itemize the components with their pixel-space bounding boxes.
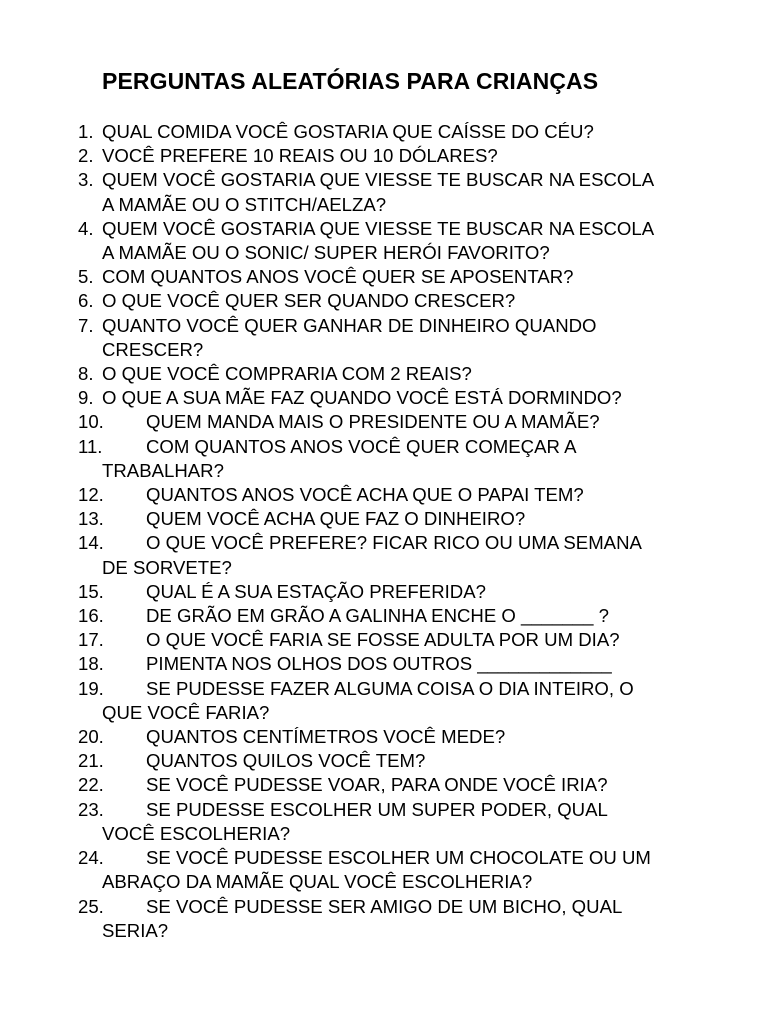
question-text-continued: QUE VOCÊ FARIA? [102, 701, 270, 723]
question-text: SE PUDESSE ESCOLHER UM SUPER PODER, QUAL [146, 798, 608, 820]
question-item [78, 725, 738, 749]
question-text: O QUE VOCÊ COMPRARIA COM 2 REAIS? [102, 363, 472, 385]
question-item [78, 483, 738, 507]
question-item [78, 773, 738, 797]
question-text-continued: A MAMÃE OU O STITCH/AELZA? [102, 193, 387, 215]
question-item [78, 846, 738, 894]
question-number: 21. [78, 750, 104, 772]
question-number: 11. [78, 435, 103, 457]
question-item [78, 144, 738, 168]
question-item [78, 217, 738, 265]
question-number: 10. [78, 411, 104, 433]
question-item [78, 749, 738, 773]
question-number: 2. [78, 145, 94, 167]
question-text: QUEM MANDA MAIS O PRESIDENTE OU A MAMÃE? [146, 411, 600, 433]
question-number: 24. [78, 847, 104, 869]
question-number: 23. [78, 798, 104, 820]
question-text: QUEM VOCÊ GOSTARIA QUE VIESSE TE BUSCAR NA ESCOLA [102, 217, 655, 239]
question-item [78, 120, 738, 144]
question-number: 1. [78, 121, 94, 142]
question-text-continued: DE SORVETE? [102, 556, 232, 578]
question-text: SE PUDESSE FAZER ALGUMA COISA O DIA INTEIRO, O [146, 677, 634, 699]
question-text-continued: VOCÊ ESCOLHERIA? [102, 822, 291, 844]
question-text: O QUE VOCÊ FARIA SE FOSSE ADULTA POR UM DIA? [146, 629, 620, 651]
question-text-continued: SERIA? [102, 919, 169, 941]
question-number: 8. [78, 363, 94, 385]
question-item [78, 265, 738, 289]
question-number: 6. [78, 290, 94, 312]
question-text: O QUE VOCÊ QUER SER QUANDO CRESCER? [102, 290, 516, 312]
question-item [78, 410, 738, 434]
question-number: 9. [78, 387, 94, 409]
question-number: 17. [78, 629, 104, 651]
question-number: 18. [78, 653, 104, 675]
question-item [78, 289, 738, 313]
question-text: SE VOCÊ PUDESSE ESCOLHER UM CHOCOLATE OU UM [146, 847, 651, 869]
question-item [78, 628, 738, 652]
question-item [78, 677, 738, 725]
question-item [78, 507, 738, 531]
question-number: 16. [78, 605, 104, 627]
question-number: 7. [78, 314, 94, 336]
question-text: O QUE VOCÊ PREFERE? FICAR RICO OU UMA SEMANA [146, 532, 642, 554]
question-text-continued: TRABALHAR? [102, 459, 224, 481]
question-text: DE GRÃO EM GRÃO A GALINHA ENCHE O _______ ? [146, 605, 609, 627]
question-text: QUAL É A SUA ESTAÇÃO PREFERIDA? [146, 580, 486, 602]
question-text: QUANTOS QUILOS VOCÊ TEM? [146, 750, 426, 772]
question-item [78, 362, 738, 386]
question-number: 22. [78, 774, 104, 796]
question-number: 15. [78, 580, 104, 602]
question-text-continued: ABRAÇO DA MAMÃE QUAL VOCÊ ESCOLHERIA? [102, 871, 533, 893]
question-item [78, 168, 738, 216]
question-number: 20. [78, 726, 104, 748]
question-text-continued: CRESCER? [102, 338, 204, 360]
question-item [78, 604, 738, 628]
document-title: PERGUNTAS ALEATÓRIAS PARA CRIANÇAS [102, 68, 599, 94]
question-number: 14. [78, 532, 104, 554]
question-text-continued: A MAMÃE OU O SONIC/ SUPER HERÓI FAVORITO? [102, 242, 550, 264]
question-item [78, 314, 738, 362]
question-text: QUAL COMIDA VOCÊ GOSTARIA QUE CAÍSSE DO CÉU? [102, 121, 594, 142]
question-number: 5. [78, 266, 94, 288]
question-text: SE VOCÊ PUDESSE SER AMIGO DE UM BICHO, QUAL [146, 895, 623, 917]
question-text: O QUE A SUA MÃE FAZ QUANDO VOCÊ ESTÁ DORMINDO? [102, 387, 622, 409]
question-number: 12. [78, 484, 104, 506]
question-list [78, 120, 738, 943]
question-item [78, 895, 738, 943]
question-text: PIMENTA NOS OLHOS DOS OUTROS _____________ [146, 653, 612, 675]
question-text: QUEM VOCÊ ACHA QUE FAZ O DINHEIRO? [146, 508, 526, 530]
question-number: 25. [78, 895, 104, 917]
question-number: 4. [78, 217, 94, 239]
question-text: QUANTOS ANOS VOCÊ ACHA QUE O PAPAI TEM? [146, 484, 584, 506]
question-text: COM QUANTOS ANOS VOCÊ QUER COMEÇAR A [146, 435, 577, 457]
question-text: QUANTOS CENTÍMETROS VOCÊ MEDE? [146, 726, 506, 748]
question-item [78, 652, 738, 676]
question-text: SE VOCÊ PUDESSE VOAR, PARA ONDE VOCÊ IRIA? [146, 774, 608, 796]
question-text: QUEM VOCÊ GOSTARIA QUE VIESSE TE BUSCAR NA ESCOLA [102, 169, 655, 191]
question-item [78, 798, 738, 846]
question-item [78, 435, 738, 483]
question-item [78, 531, 738, 579]
question-number: 19. [78, 677, 104, 699]
question-text: VOCÊ PREFERE 10 REAIS OU 10 DÓLARES? [102, 145, 498, 167]
question-item [78, 580, 738, 604]
question-number: 13. [78, 508, 104, 530]
question-text: COM QUANTOS ANOS VOCÊ QUER SE APOSENTAR? [102, 266, 574, 288]
question-number: 3. [78, 169, 94, 191]
question-item [78, 386, 738, 410]
question-text: QUANTO VOCÊ QUER GANHAR DE DINHEIRO QUANDO [102, 314, 597, 336]
